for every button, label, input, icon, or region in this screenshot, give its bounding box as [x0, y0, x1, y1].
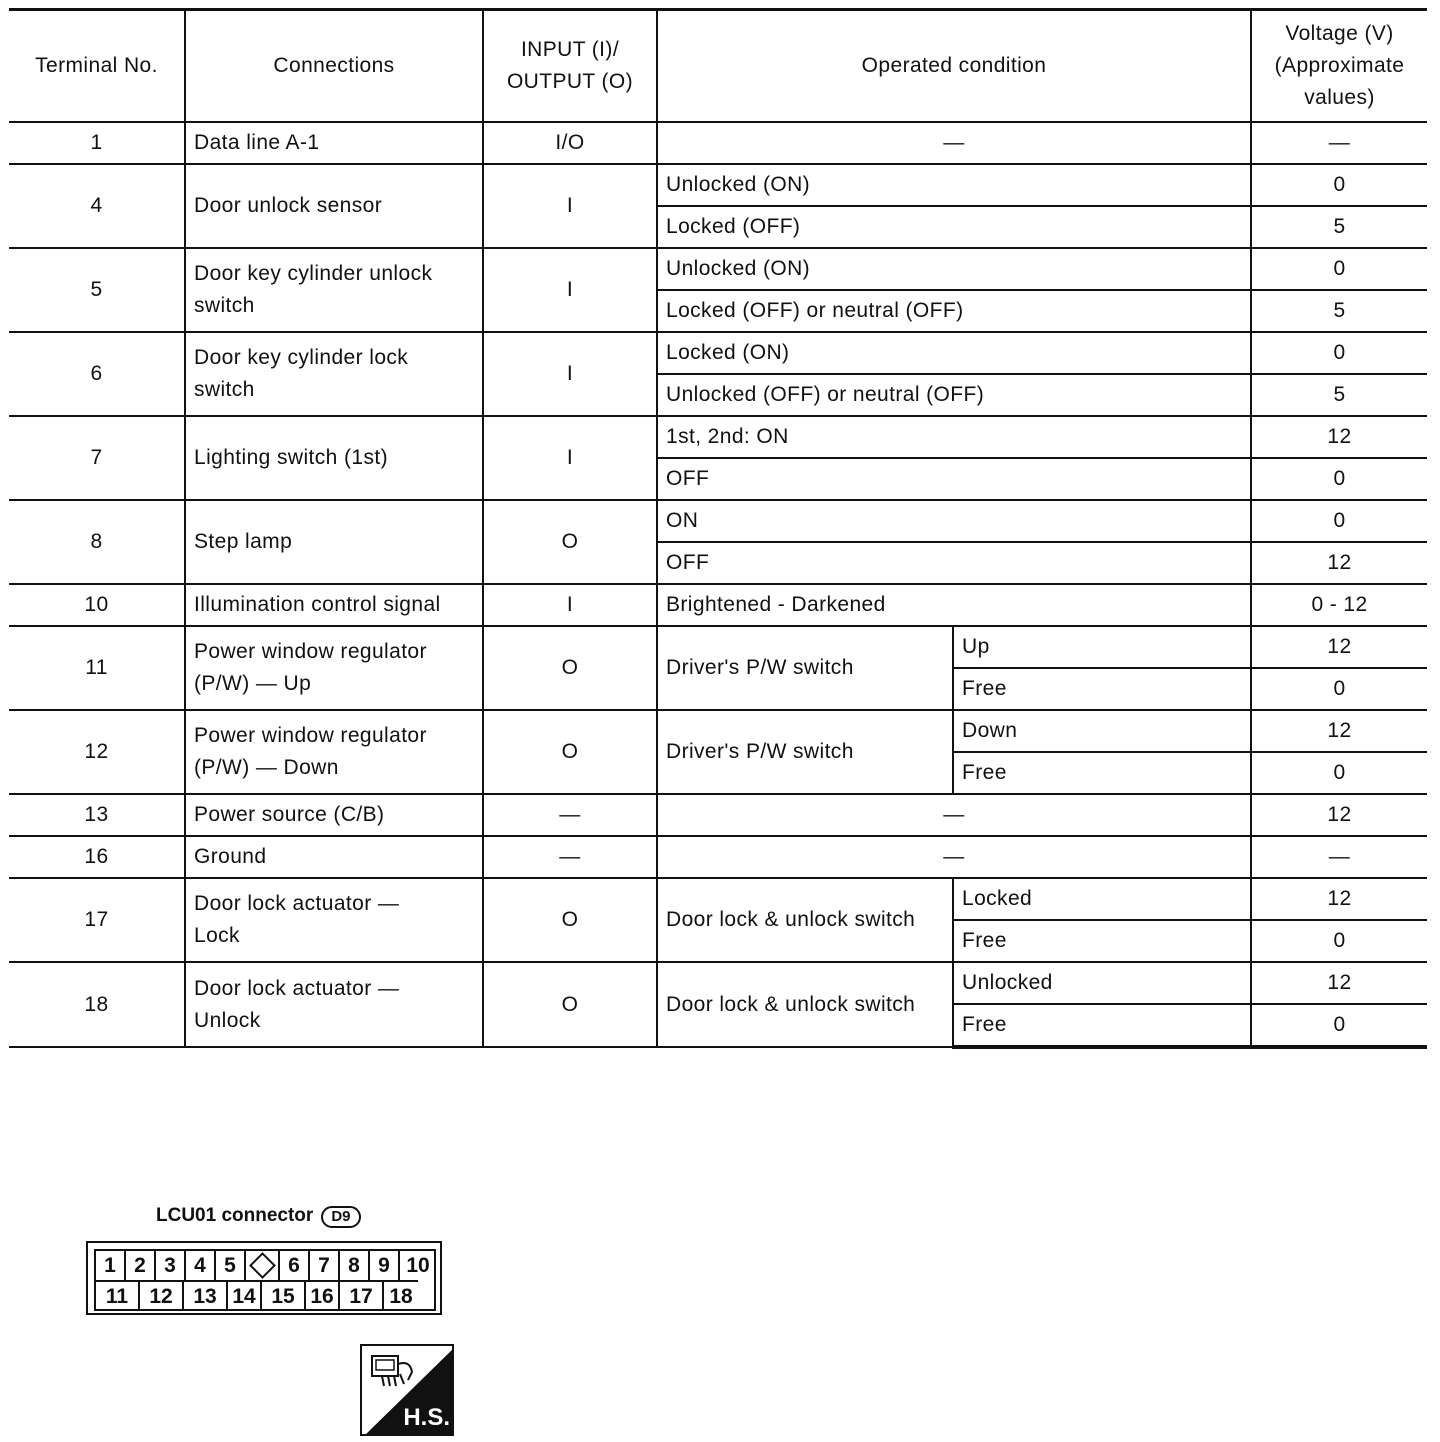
header-voltage-line1: Voltage (V)	[1285, 22, 1394, 45]
terminal-number: 5	[9, 248, 185, 332]
connection-name	[185, 710, 483, 794]
pin: 1	[96, 1251, 126, 1280]
terminal-number: 10	[9, 584, 185, 626]
header-io-line1: INPUT (I)/	[520, 38, 620, 61]
connector-face	[94, 1249, 436, 1311]
header-voltage-line3: values)	[1304, 86, 1375, 109]
operated-condition: —	[657, 122, 1251, 164]
voltage-value: 0	[1251, 458, 1427, 500]
voltage-value: —	[1251, 836, 1427, 878]
connection-name: Lighting switch (1st)	[185, 416, 483, 500]
pin-row-bottom	[96, 1280, 418, 1311]
switch-name: Driver's P/W switch	[657, 710, 953, 794]
io-type: O	[483, 962, 657, 1047]
voltage-value: 12	[1251, 542, 1427, 584]
operated-condition: Unlocked (ON)	[657, 248, 1251, 290]
operated-condition: 1st, 2nd: ON	[657, 416, 1251, 458]
voltage-value: 0	[1251, 1004, 1427, 1047]
header-io-line2: OUTPUT (O)	[506, 70, 634, 93]
connection-name	[185, 962, 483, 1047]
pin: 8	[340, 1251, 370, 1280]
operated-condition: Unlocked (ON)	[657, 164, 1251, 206]
connection-name	[185, 626, 483, 710]
table-row	[9, 416, 1427, 458]
switch-name: Driver's P/W switch	[657, 626, 953, 710]
table-row	[9, 710, 1427, 752]
table-row	[9, 626, 1427, 668]
connector-housing	[86, 1241, 442, 1315]
terminal-number: 6	[9, 332, 185, 416]
pin: 18	[389, 1285, 413, 1308]
voltage-value: 0	[1251, 164, 1427, 206]
switch-state: Free	[953, 920, 1251, 962]
table-row	[9, 962, 1427, 1004]
switch-state: Free	[953, 1004, 1251, 1047]
pin: 6	[280, 1251, 310, 1280]
header-voltage-line2: (Approximate	[1274, 54, 1405, 77]
voltage-value: 0	[1251, 920, 1427, 962]
io-type: O	[483, 626, 657, 710]
operated-condition: —	[657, 794, 1251, 836]
voltage-value: 0	[1251, 500, 1427, 542]
operated-condition: OFF	[657, 458, 1251, 500]
io-type: I	[483, 164, 657, 248]
voltage-value: —	[1251, 122, 1427, 164]
voltage-value: 5	[1251, 206, 1427, 248]
table-row	[9, 164, 1427, 206]
voltage-value: 12	[1251, 794, 1427, 836]
terminal-number: 12	[9, 710, 185, 794]
pin-row-top	[96, 1251, 436, 1280]
header-io	[483, 10, 657, 123]
connection-line1: Door key cylinder unlock	[194, 262, 433, 285]
pin: 15	[262, 1282, 306, 1311]
pin: 2	[126, 1251, 156, 1280]
key-diamond-icon	[249, 1252, 276, 1279]
switch-name: Door lock & unlock switch	[657, 962, 953, 1047]
table-row	[9, 584, 1427, 626]
switch-name: Door lock & unlock switch	[657, 878, 953, 962]
connector-name: LCU01 connector	[156, 1205, 314, 1226]
terminal-number: 1	[9, 122, 185, 164]
connection-line2: switch	[194, 378, 255, 401]
pin: 13	[184, 1282, 228, 1311]
io-type: I	[483, 416, 657, 500]
operated-condition: Brightened - Darkened	[657, 584, 1251, 626]
terminal-number: 16	[9, 836, 185, 878]
voltage-value: 0	[1251, 668, 1427, 710]
voltage-value: 0	[1251, 752, 1427, 794]
table-row	[9, 248, 1427, 290]
terminal-number: 17	[9, 878, 185, 962]
connection-line1: Power window regulator	[194, 640, 427, 663]
switch-state: Free	[953, 752, 1251, 794]
connection-name	[185, 878, 483, 962]
connector-label	[156, 1205, 361, 1228]
connection-name: Step lamp	[185, 500, 483, 584]
terminal-number: 8	[9, 500, 185, 584]
table-row	[9, 878, 1427, 920]
connection-line1: Door lock actuator —	[194, 892, 400, 915]
pin: 5	[216, 1251, 246, 1280]
connection-line2: (P/W) — Down	[194, 756, 339, 779]
voltage-value: 5	[1251, 290, 1427, 332]
operated-condition: Locked (OFF)	[657, 206, 1251, 248]
header-row	[9, 10, 1427, 123]
switch-state: Down	[953, 710, 1251, 752]
header-connections: Connections	[185, 10, 483, 123]
header-voltage	[1251, 10, 1427, 123]
table-row	[9, 794, 1427, 836]
header-condition: Operated condition	[657, 10, 1251, 123]
voltage-value: 12	[1251, 416, 1427, 458]
connection-line1: Door lock actuator —	[194, 976, 400, 1000]
operated-condition: Locked (ON)	[657, 332, 1251, 374]
voltage-value: 12	[1251, 626, 1427, 668]
io-type: O	[483, 500, 657, 584]
terminal-number: 4	[9, 164, 185, 248]
connection-name: Illumination control signal	[185, 584, 483, 626]
operated-condition: ON	[657, 500, 1251, 542]
io-type: I	[483, 248, 657, 332]
operated-condition: Locked (OFF) or neutral (OFF)	[657, 290, 1251, 332]
pin: 16	[306, 1282, 340, 1311]
connection-line2: Lock	[194, 924, 240, 947]
io-type: O	[483, 710, 657, 794]
connection-line2: Unlock	[194, 1008, 261, 1032]
table-row	[9, 332, 1427, 374]
connector-code-badge: D9	[321, 1206, 360, 1228]
io-type: I	[483, 332, 657, 416]
connection-line1: Power window regulator	[194, 724, 427, 747]
io-type: I/O	[483, 122, 657, 164]
switch-state: Free	[953, 668, 1251, 710]
hs-badge	[360, 1344, 454, 1436]
pin: 11	[96, 1282, 140, 1311]
connection-name: Power source (C/B)	[185, 794, 483, 836]
connection-name: Ground	[185, 836, 483, 878]
terminal-number: 18	[9, 962, 185, 1047]
pin: 9	[370, 1251, 400, 1280]
connection-name	[185, 332, 483, 416]
switch-state: Locked	[953, 878, 1251, 920]
voltage-value: 0	[1251, 248, 1427, 290]
hs-label: H.S.	[403, 1404, 450, 1431]
pin: 17	[340, 1282, 384, 1311]
table-row	[9, 836, 1427, 878]
io-type: —	[483, 836, 657, 878]
voltage-value: 12	[1251, 710, 1427, 752]
pin: 4	[186, 1251, 216, 1280]
voltage-value: 5	[1251, 374, 1427, 416]
voltage-value: 12	[1251, 962, 1427, 1004]
voltage-value: 0	[1251, 332, 1427, 374]
voltage-value: 0 - 12	[1251, 584, 1427, 626]
connection-name: Door unlock sensor	[185, 164, 483, 248]
operated-condition: —	[657, 836, 1251, 878]
connector-key	[246, 1251, 280, 1280]
operated-condition: Unlocked (OFF) or neutral (OFF)	[657, 374, 1251, 416]
pin: 12	[140, 1282, 184, 1311]
connection-line2: switch	[194, 294, 255, 317]
header-terminal: Terminal No.	[9, 10, 185, 123]
pin: 14	[228, 1282, 262, 1311]
connection-line2: (P/W) — Up	[194, 672, 312, 695]
switch-state: Up	[953, 626, 1251, 668]
connection-line1: Door key cylinder lock	[194, 346, 409, 369]
terminal-number: 11	[9, 626, 185, 710]
io-type: I	[483, 584, 657, 626]
operated-condition: OFF	[657, 542, 1251, 584]
io-type: O	[483, 878, 657, 962]
voltage-value: 12	[1251, 878, 1427, 920]
pin: 3	[156, 1251, 186, 1280]
table-row	[9, 122, 1427, 164]
switch-state: Unlocked	[953, 962, 1251, 1004]
connection-name: Data line A-1	[185, 122, 483, 164]
terminal-spec-table	[9, 8, 1427, 1049]
pin: 7	[310, 1251, 340, 1280]
terminal-number: 13	[9, 794, 185, 836]
table-row	[9, 500, 1427, 542]
io-type: —	[483, 794, 657, 836]
terminal-number: 7	[9, 416, 185, 500]
pin: 10	[406, 1254, 430, 1277]
connection-name	[185, 248, 483, 332]
